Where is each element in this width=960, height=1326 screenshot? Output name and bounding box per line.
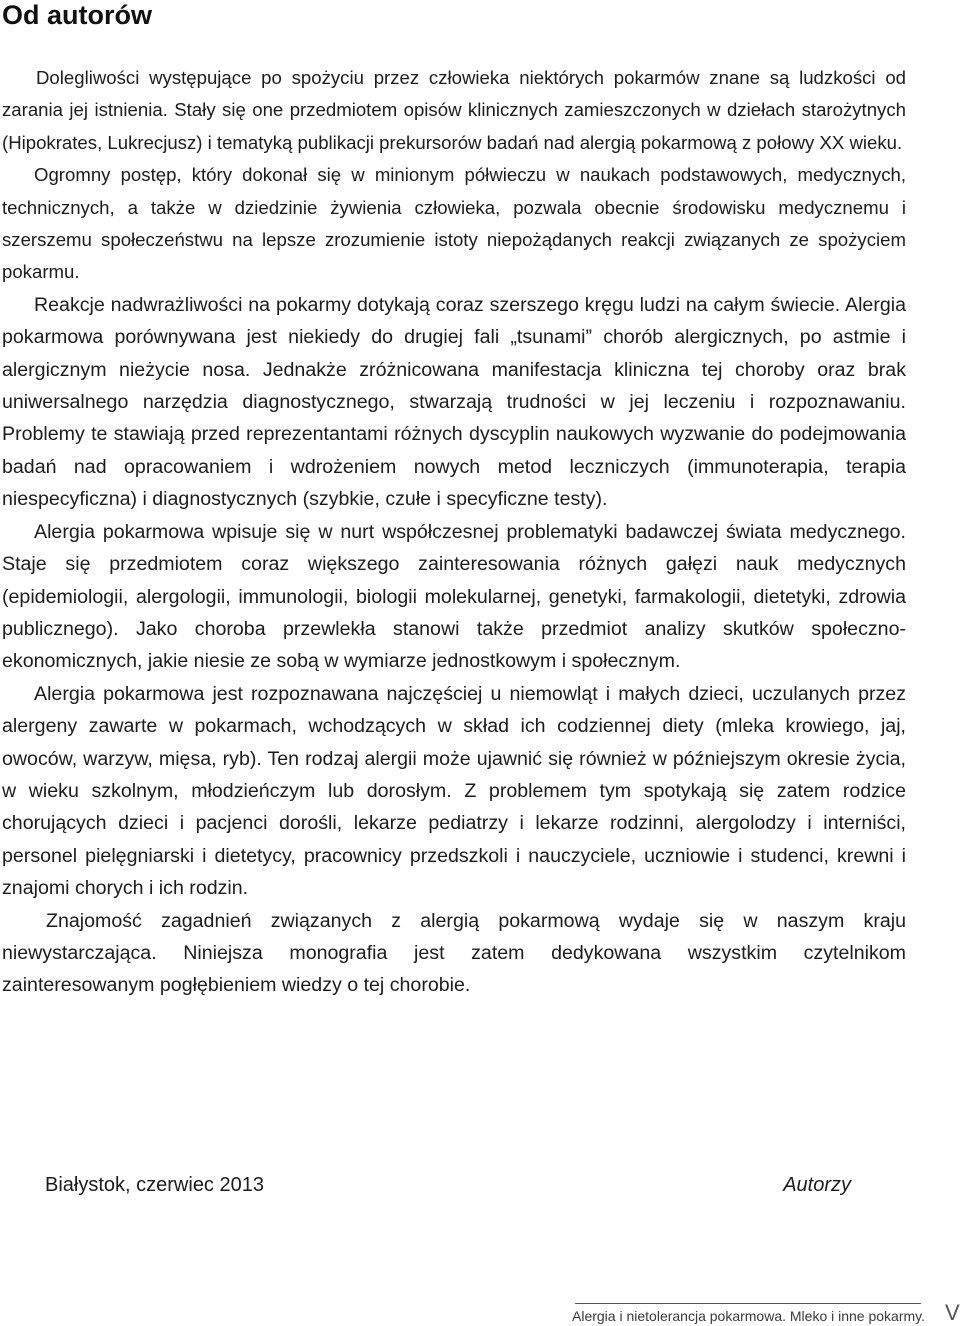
paragraph-2: Ogromny postęp, który dokonał się w minionym półwieczu w naukach podstawowych, medycznych, technicznych, a także w dziedzinie żywienia człowieka, pozwala obecnie środowisku medycznemu i szerszemu społeczeństwu na lepsze zrozumienie istoty niepożądanych reakcji związanych ze spożyciem pokarmu. xyxy=(2,164,906,283)
place-date: Białystok, czerwiec 2013 xyxy=(45,1174,264,1196)
footer-book-title: Alergia i nietolerancja pokarmowa. Mleko i inne pokarmy. xyxy=(572,1308,926,1324)
footer-rule xyxy=(575,1303,921,1304)
paragraph-3: Reakcje nadwrażliwości na pokarmy dotykają coraz szerszego kręgu ludzi na całym świecie. Alergia pokarmowa porównywana jest niekiedy do drugiej fali „tsunami” chorób alergicznych, po astmie i alergicznym nieżycie nosa. Jednakże zróżnicowana manifestacja kliniczna tej choroby oraz brak uniwersalnego narzędzia diagnostycznego, stwarzają trudności w jej leczeniu i rozpoznawaniu. Problemy te stawiają przed reprezentantami różnych dyscyplin naukowych wyzwanie do podejmowania badań nad opracowaniem i wdrożeniem nowych metod leczniczych (immunoterapia, terapia niespecyficzna) i diagnostycznych (szybkie, czułe i specyficzne testy). xyxy=(2,293,906,511)
authors-signature: Autorzy xyxy=(783,1174,851,1196)
paragraph-6: Znajomość zagadnień związanych z alergią pokarmową wydaje się w naszym kraju niewystarczająca. Niniejsza monografia jest zatem dedykowana wszystkim czytelnikom zainteresowanym pogłębieniem wiedzy o tej chorobie. xyxy=(2,909,906,997)
body-text xyxy=(2,62,906,1002)
paragraph-1: Dolegliwości występujące po spożyciu przez człowieka niektórych pokarmów znane są ludzkości od zarania jej istnienia. Stały się one przedmiotem opisów klinicznych zamieszczonych w dziełach starożytnych (Hipokrates, Lukrecjusz) i tematyką publikacji prekursorów badań nad alergią pokarmową z połowy XX wieku. xyxy=(2,67,906,153)
paragraph-4: Alergia pokarmowa wpisuje się w nurt współczesnej problematyki badawczej świata medycznego. Staje się przedmiotem coraz większego zainteresowania różnych gałęzi nauk medycznych (epidemiologii, alergologii, immunologii, biologii molekularnej, genetyki, farmakologii, dietetyki, zdrowia publicznego). Jako choroba przewlekła stanowi także przedmiot analizy skutków społeczno-ekonomicznych, jakie niesie ze sobą w wymiarze jednostkowym i społecznym. xyxy=(2,520,906,673)
page-title: Od autorów xyxy=(2,0,152,30)
page-number: V xyxy=(945,1300,960,1325)
paragraph-5: Alergia pokarmowa jest rozpoznawana najczęściej u niemowląt i małych dzieci, uczulanych przez alergeny zawarte w pokarmach, wchodzących w skład ich codziennej diety (mleka krowiego, jaj, owoców, warzyw, mięsa, ryb). Ten rodzaj alergii może ujawnić się również w późniejszym okresie życia, w wieku szkolnym, młodzieńczym lub dorosłym. Z problemem tym spotykają się zatem rodzice chorujących dzieci i pacjenci dorośli, lekarze pediatrzy i lekarze rodzinni, alergolodzy i interniści, personel pielęgniarski i dietetycy, pracownicy przedszkoli i nauczyciele, uczniowie i studenci, krewni i znajomi chorych i ich rodzin. xyxy=(2,682,906,900)
